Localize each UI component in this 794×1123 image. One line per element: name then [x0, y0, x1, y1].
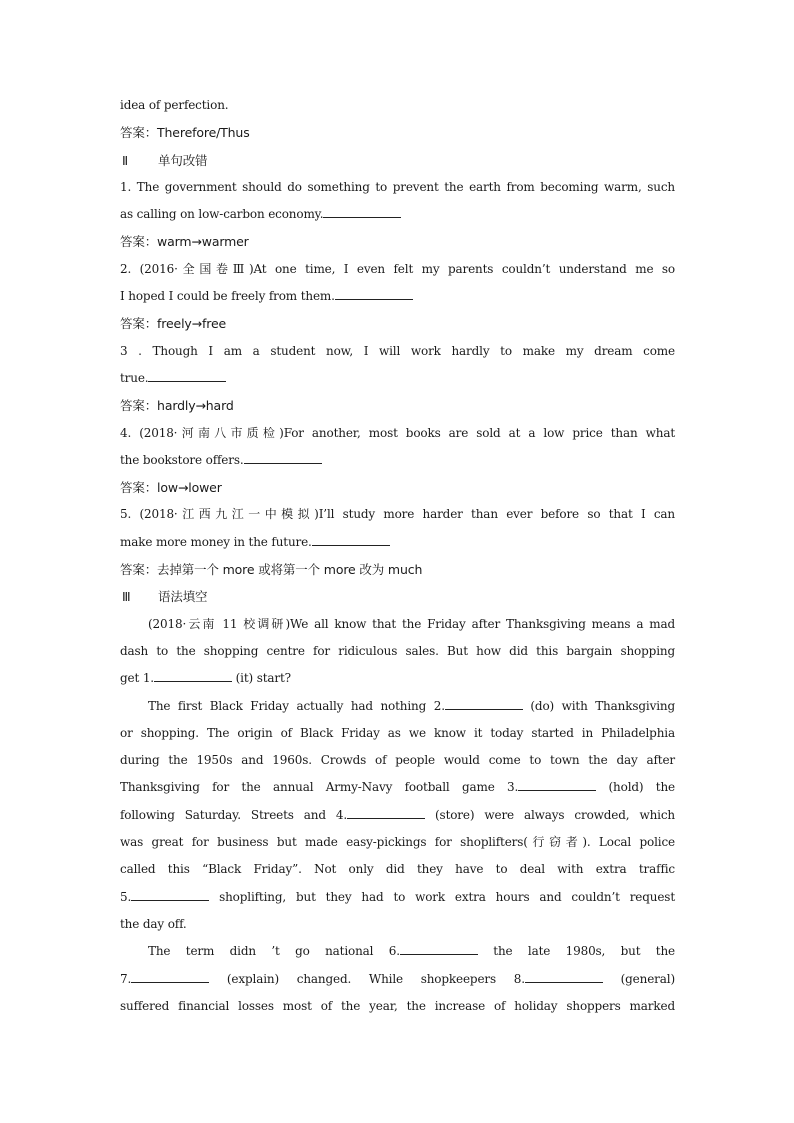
answer-blank[interactable]: [131, 971, 209, 983]
answer-blank[interactable]: [312, 534, 390, 546]
answer-line: 答案：freely→free: [120, 316, 227, 332]
passage-line: [120, 802, 675, 829]
passage-text: suffered financial losses most of the year, the increase of holiday shoppers marked: [120, 998, 675, 1013]
question-line: [120, 420, 675, 447]
section-number: Ⅲ: [122, 589, 131, 605]
question-line: [120, 201, 675, 228]
question-text: as calling on low-carbon economy.: [120, 207, 324, 222]
passage-line: [120, 638, 675, 665]
passage-line: [120, 884, 675, 911]
passage-text: (it) start?: [231, 671, 291, 686]
passage-text: Thanksgiving for the annual Army-Navy football game 3.: [120, 780, 519, 795]
section-number: Ⅱ: [122, 152, 129, 168]
passage-text: or shopping. The origin of Black Friday as we know it today started in Philadelphia: [120, 725, 675, 740]
passage-text: dash to the shopping centre for ridiculous sales. But how did this bargain shopping: [120, 643, 675, 658]
answer-blank[interactable]: [335, 288, 413, 300]
passage-text: 7.: [120, 971, 132, 986]
passage-text: following Saturday. Streets and 4.: [120, 807, 348, 822]
passage-line: [120, 665, 675, 692]
passage-text: was great for business but made easy-pickings for shoplifters(行窃者). Local police: [120, 835, 675, 850]
answer-line: 答案：low→lower: [120, 480, 222, 496]
passage-text: the day off.: [120, 916, 187, 931]
answer-blank[interactable]: [323, 206, 401, 218]
answer-line: 答案：hardly→hard: [120, 398, 234, 414]
answer-blank[interactable]: [400, 943, 478, 955]
question-line: [120, 529, 675, 556]
answer-blank[interactable]: [518, 779, 596, 791]
section-title: 语法填空: [158, 589, 208, 605]
passage-text: get 1.: [120, 671, 154, 686]
question-line: [120, 174, 675, 201]
passage-text: called this “Black Friday”. Not only did they have to deal with extra traffic: [120, 862, 675, 877]
answer-blank[interactable]: [244, 452, 322, 464]
answer-line: 答案：warm→warmer: [120, 234, 249, 250]
question-text: true.: [120, 370, 149, 385]
question-text: 5. (2018·江西九江一中模拟)I’ll study more harder than ever before so that I can: [120, 507, 675, 522]
passage-text: during the 1950s and 1960s. Crowds of people would come to town the day after: [120, 753, 675, 768]
passage-text: (general): [602, 971, 675, 986]
section-heading: [120, 583, 675, 610]
answer-blank[interactable]: [525, 971, 603, 983]
question-line: [120, 501, 675, 528]
passage-line: [120, 747, 675, 774]
question-line: [120, 365, 675, 392]
question-text: 2. (2016·全国卷Ⅲ)At one time, I even felt my parents couldn’t understand me so: [120, 261, 675, 276]
passage-text: (do) with Thanksgiving: [522, 698, 675, 713]
passage-line: [120, 993, 675, 1020]
answer-blank[interactable]: [347, 807, 425, 819]
passage-text: (hold) the: [596, 780, 676, 795]
question-line: [120, 338, 675, 365]
answer-blank[interactable]: [445, 698, 523, 710]
answer-line: 答案：去掉第一个 more 或将第一个 more 改为 much: [120, 562, 423, 578]
question-text: 1. The government should do something to prevent the earth from becoming warm, such: [120, 179, 675, 194]
passage-text: The first Black Friday actually had nothing 2.: [148, 698, 445, 713]
passage-line: [120, 774, 675, 801]
question-text: the bookstore offers.: [120, 452, 244, 467]
passage-line: [120, 856, 675, 883]
answer-blank[interactable]: [154, 670, 232, 682]
passage-line: [120, 911, 675, 938]
passage-text: shoplifting, but they had to work extra hours and couldn’t request: [209, 889, 675, 904]
answer-blank[interactable]: [148, 370, 226, 382]
question-text: 4. (2018·河南八市质检)For another, most books are sold at a low price than what: [120, 425, 675, 440]
passage-text: (explain) changed. While shopkeepers 8.: [209, 971, 525, 986]
question-text: I hoped I could be freely from them.: [120, 289, 335, 304]
text-line: idea of perfection.: [120, 98, 229, 112]
passage-line: [120, 938, 675, 965]
passage-line: [120, 829, 675, 856]
answer-line: 答案：Therefore/Thus: [120, 125, 250, 141]
passage-line: [120, 720, 675, 747]
section-title: 单句改错: [158, 152, 208, 168]
passage-text: 5.: [120, 889, 132, 904]
passage-line: [120, 966, 675, 993]
passage-line: [120, 611, 675, 638]
document-page: [120, 92, 675, 1020]
question-text: make more money in the future.: [120, 534, 312, 549]
question-text: 3 . Though I am a student now, I will work hardly to make my dream come: [120, 343, 675, 358]
passage-text: (2018·云南 11 校调研)We all know that the Friday after Thanksgiving means a mad: [148, 616, 675, 631]
answer-blank[interactable]: [131, 889, 209, 901]
question-line: [120, 283, 675, 310]
passage-text: (store) were always crowded, which: [425, 807, 675, 822]
question-line: [120, 447, 675, 474]
question-line: [120, 256, 675, 283]
passage-text: The term didn ’t go national 6.: [148, 944, 400, 959]
passage-text: the late 1980s, but the: [477, 944, 675, 959]
section-heading: [120, 147, 675, 174]
passage-line: [120, 693, 675, 720]
